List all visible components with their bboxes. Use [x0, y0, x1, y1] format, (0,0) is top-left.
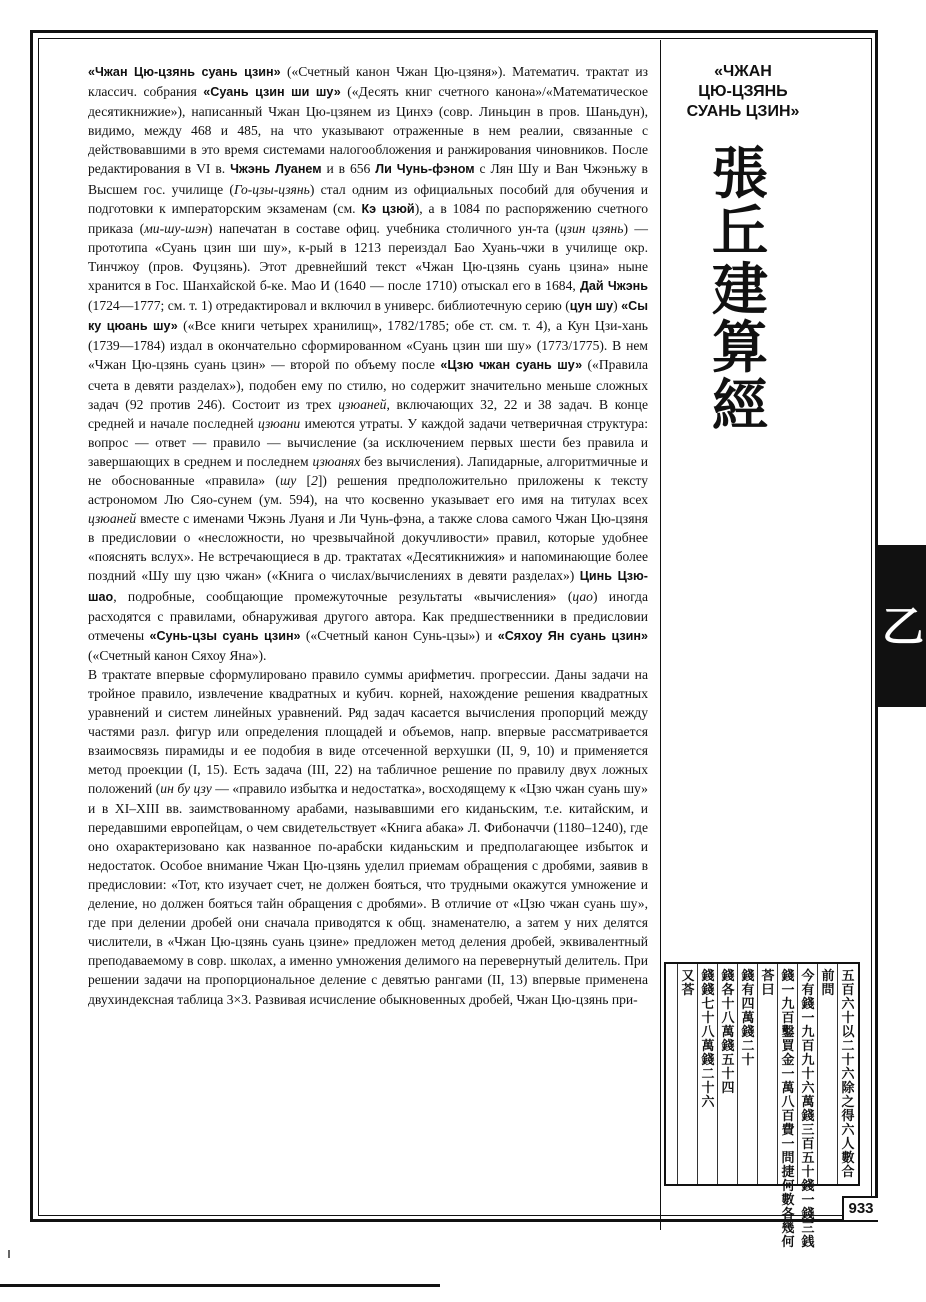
text-run: [ [296, 472, 312, 488]
article-heading [668, 62, 818, 122]
text-run: («Счетный канон Чжан Цю-цзяня»). Математич. трактат из классич. собрания [88, 64, 648, 100]
article-paragraph-2 [88, 665, 648, 1009]
manuscript-rule [737, 964, 738, 1184]
article-paragraph-1 [88, 62, 648, 665]
bold-term: «Сы ку цюань шу» [88, 299, 648, 334]
italic-term: цзюаней [338, 396, 387, 412]
bold-term: Дай Чжэнь [579, 279, 648, 294]
bold-term: «Чжан Цю-цзянь суань цзин» [88, 65, 281, 79]
section-tab-glyph: 乙 [882, 602, 925, 651]
text-run: ) иногда расходятся с правилами, обнаруживая другого автора. Как предшественники в предисловии отмечены [88, 588, 648, 643]
bold-term: «Суань цзин ши шу» [203, 85, 341, 100]
manuscript-rule [717, 964, 718, 1184]
margin-mark [8, 1250, 10, 1258]
bold-term: Чжэнь Луанем [230, 162, 322, 177]
cjk-char: 建 [712, 258, 768, 323]
manuscript-column: 今有錢一九百九十六萬錢三百五十錢一錢三銭 [801, 969, 815, 1250]
bold-term: «Цзю чжан суань шу» [440, 358, 583, 373]
italic-term: цзюанях [312, 453, 361, 469]
italic-term: цзюани [258, 415, 301, 431]
text-run: имеются утраты. У каждой задачи четверичная структура: вопрос — ответ — правило — вычисление (за исключением первых шести без правила и завершающих в среднем и последнем [88, 415, 648, 469]
manuscript-rule [697, 964, 698, 1184]
manuscript-rule [817, 964, 818, 1184]
manuscript-illustration [664, 962, 860, 1250]
text-run: , включающих 32, 22 и 38 задач. В конце средней и начале последней [88, 396, 648, 431]
manuscript-column: 錢錢七十八萬錢二十六 [701, 969, 715, 1110]
manuscript-column: 錢有四萬錢二十 [741, 969, 755, 1068]
manuscript-rule [677, 964, 678, 1184]
italic-term: ми-шу-шэн [144, 220, 208, 236]
italic-term: 2 [311, 472, 318, 488]
cjk-char: 算 [712, 316, 768, 381]
p2-text: В трактате впервые сформулировано правило суммы арифметич. прогрессии. Даны задачи на тройное правило, извлечение квадратных и кубич. корней, нахождение решения квадратных уравнений и систем линейных уравнений. Ряд задач касается вычисления пропорций между частями разл. фигур или определения площадей и объемов, напр. впервые рассматривается взаимосвязь пирамиды и ее подобия в виде отсеченной верхушки (II, 9, 10) и применяется метод проекции (I, 15). Есть задача (III, 22) на табличное решение по правилу двух ложных положений ( [88, 666, 648, 797]
manuscript-column: 荅曰 [761, 969, 775, 998]
italic-term: шу [279, 472, 297, 488]
cjk-char: 經 [712, 374, 768, 439]
p2-term: ин бу цзу [160, 781, 212, 797]
heading-line-2: ЦЮ-ЦЗЯНЬ [698, 83, 788, 100]
page-number: 933 [842, 1196, 878, 1220]
manuscript-column: 錢一九百鑿買金一萬八百費一問捷何數各幾何 [781, 969, 795, 1250]
bold-term: Кэ цзюй [361, 201, 415, 216]
manuscript-column: 又荅 [681, 969, 695, 998]
text-run: («Все книги четырех хранилищ», 1782/1785; обе ст. см. т. 4), а Кун Цзи-хань (1739—1784) издал в окончательно сформированном «Суань цзин ши шу» (1773/1775). В нем «Чжан Цю-цзянь суань цзин» — второй по объему после [88, 318, 648, 373]
italic-term: цзюаней [88, 511, 137, 527]
text-run: ) напечатан в составе офиц. учебника столичного ун-та ( [207, 220, 560, 236]
text-run: без вычисления). Лапидарные, алгоритмичные и не обоснованные «правила» ( [88, 453, 648, 488]
bold-term: Цинь Цзю-шао [88, 569, 648, 604]
text-run: ) — прототипа «Суань цзин ши шу», к-рый в 1213 переиздал Бао Хуань-чжи в училище окр. Тинчжоу (пров. Фуцзянь). Этот древнейший текст «Чжан Цю-цзянь суань цзина» ныне хранится в Гос. Шанхайской б-ке. Мао И (1640 — после 1710) отыскал его в 1684, [88, 220, 648, 294]
bold-term: Ли Чунь-фэном [375, 162, 475, 177]
italic-term: Го-цзы-цзянь [233, 181, 310, 197]
italic-term: цзин цзянь [559, 220, 624, 236]
manuscript-rule [757, 964, 758, 1184]
bold-term: «Сяхоу Ян суань цзин» [497, 628, 648, 643]
text-run: («Правила счета в девяти разделах»), подобен ему по стилю, но содержит значительно меньше сложных задач (92 против 246). Состоит из трех [88, 357, 648, 412]
italic-term: цао [572, 588, 593, 604]
bottom-rule [0, 1284, 440, 1287]
manuscript-rule [777, 964, 778, 1184]
p2-continuation: — «правило избытка и недостатка», восходящему к «Цзю чжан суань шу» и в XI–XIII вв. заимствованному арабами, называвшими его киданьским, т.е. китайским, и передавшими европейцам, о чем свидетельствует «Книга абака» Л. Фибоначчи (1180–1240), где оно охарактеризовано как названное по-арабски киданьским и предполагающее избыток и недостаток. Особое внимание Чжан Цю-цзянь уделил приемам обращения с дробями, заявив в предисловии: «Тот, кто изучает счет, не должен бояться, что трудными окажутся умножение и деление, но должен бояться тайн обращения с дробями». В отличие от «Цзю чжан суань шу», где при делении дробей они сначала приводятся к общ. знаменателю, а затем у них делятся числители, в «Чжан Цю-цзянь суань цзине» предложен метод деления дробей, эквивалентный преподаваемому в совр. школах, а именно умножения делимого на перевернутый делитель. При решении задачи на пропорциональное деление с девятью рангами (II, 13) впервые применена двухиндексная таблица 3×3. Развивая исчисление обыкновенных дробей, Чжан Цю-цзянь при- [88, 781, 648, 1007]
text-run: (1724—1777; см. т. 1) отредактировал и включил в универс. библиотечную серию ( [88, 298, 570, 314]
bold-term: цун шу [569, 299, 614, 314]
manuscript-column: 錢各十八萬錢五十四 [721, 969, 735, 1096]
text-run: и в 656 [321, 161, 376, 177]
text-run: вместе с именами Чжэнь Луаня и Ли Чунь-фэна, а также слова самого Чжан Цю-цзяня в предисловии о «несложности, но чрезвычайной докучливости» правил, которые удобнее «пояснять вслух». Не встречающиеся в др. трактатах «Десятикнижия» и напоминающие более поздний «Шу шу цзю чжан» («Книга о числах/вычислениях в девяти разделах») [88, 511, 648, 584]
text-run: , подробные, сообщающие промежуточные результаты «вычисления» ( [113, 588, 573, 604]
manuscript-column: 五百六十以二十六除之得六人數合 [841, 969, 855, 1180]
text-run: с Лян Шу и Ван Чжэньжу в Высшем гос. училище ( [88, 161, 648, 197]
heading-line-1: «ЧЖАН [714, 63, 772, 80]
article-body [88, 62, 648, 1009]
text-run: ]) решения предположительно приложены к тексту астрономом Лю Сяо-сунем (ум. 594), на что косвенно указывает его имя на титулах всех [88, 472, 648, 508]
manuscript-rule [797, 964, 798, 1184]
column-divider [660, 40, 661, 1230]
text-run: ), а в 1084 по распоряжению счетного приказа ( [88, 200, 648, 236]
heading-line-3: СУАНЬ ЦЗИН» [686, 103, 800, 120]
cjk-char: 張 [712, 142, 768, 207]
cjk-char: 丘 [712, 200, 768, 265]
text-run: («Счетный канон Сяхоу Яна»). [88, 647, 267, 663]
manuscript-column: 前問 [821, 969, 835, 998]
text-run: («Десять книг счетного канона»/«Математическое десятикнижие»), написанный Чжан Цю-цзянем из Цинхэ (совр. Линьцин в пров. Шаньдун), видимо, между 468 и 485, на что указывают отраженные в нем реалии, связанные с действовавшими в это время системами налогообложения и ранжирования чиновников. После редактирования в VI в. [88, 84, 648, 177]
text-run: ) стал одним из официальных пособий для обучения и подготовки к императорским экзаменам (см. [88, 181, 648, 216]
text-run: («Счетный канон Сунь-цзы») и [300, 627, 498, 643]
chinese-title [700, 142, 780, 439]
text-run: ) [613, 298, 622, 314]
manuscript-rule [837, 964, 838, 1184]
bold-term: «Сунь-цзы суань цзин» [149, 628, 301, 643]
